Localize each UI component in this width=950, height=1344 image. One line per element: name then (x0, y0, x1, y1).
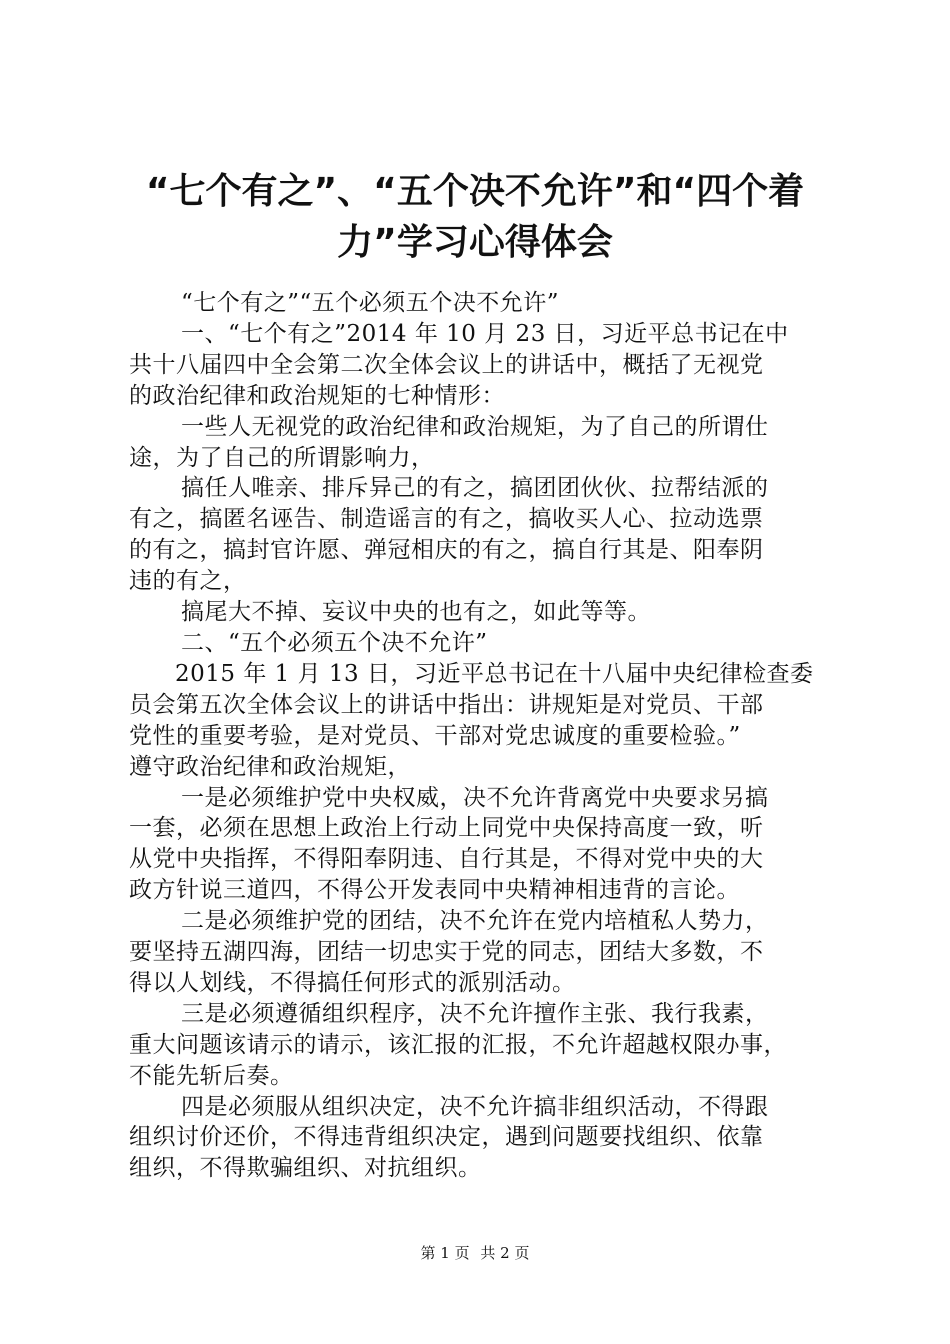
body-line: 共十八届四中全会第二次全体会议上的讲话中，概括了无视党 (129, 351, 764, 378)
body-line: 组织，不得欺骗组织、对抗组织。 (129, 1155, 482, 1182)
body-line: 二是必须维护党的团结，决不允许在党内培植私人势力， (181, 908, 769, 935)
body-line: 有之，搞匿名诬告、制造谣言的有之，搞收买人心、拉动选票 (129, 506, 764, 533)
body-line: 一套，必须在思想上政治上行动上同党中央保持高度一致，听 (129, 815, 764, 842)
body-line: 违的有之， (129, 568, 247, 595)
body-line: 的政治纪律和政治规矩的七种情形： (129, 382, 505, 409)
body-line: 的有之，搞封官许愿、弹冠相庆的有之，搞自行其是、阳奉阴 (129, 537, 764, 564)
page-number: 第 1 页 (420, 1244, 470, 1262)
body-line: 四是必须服从组织决定，决不允许搞非组织活动，不得跟 (181, 1093, 769, 1120)
body-line: 从党中央指挥，不得阳奉阴违、自行其是，不得对党中央的大 (129, 846, 764, 873)
body-line: 遵守政治纪律和政治规矩， (129, 753, 411, 780)
body-line: 政方针说三道四，不得公开发表同中央精神相违背的言论。 (129, 877, 740, 904)
body-line: 要坚持五湖四海，团结一切忠实于党的同志，团结大多数，不 (129, 939, 764, 966)
document-title-line-2: 力”学习心得体会 (337, 222, 613, 263)
body-line: 员会第五次全体会议上的讲话中指出：讲规矩是对党员、干部 (129, 691, 764, 718)
body-line: 搞任人唯亲、排斥异己的有之，搞团团伙伙、拉帮结派的 (181, 475, 769, 502)
body-line: 不能先斩后奏。 (129, 1062, 294, 1089)
body-line: “七个有之”“五个必须五个决不允许” (181, 290, 560, 316)
body-line: 重大问题该请示的请示，该汇报的汇报，不允许超越权限办事， (129, 1031, 787, 1058)
body-line: 得以人划线，不得搞任何形式的派别活动。 (129, 969, 576, 996)
body-line: 途，为了自己的所谓影响力， (129, 444, 435, 471)
body-line: 一是必须维护党中央权威，决不允许背离党中央要求另搞 (181, 784, 769, 811)
body-line: 2015 年 1 月 13 日，习近平总书记在十八届中央纪律检查委 (175, 660, 814, 687)
page-count: 共 2 页 (480, 1244, 530, 1262)
body-line: 一、“七个有之”2014 年 10 月 23 日，习近平总书记在中 (181, 320, 789, 347)
document-title-line-1: “七个有之”、“五个决不允许”和“四个着 (145, 171, 805, 212)
body-line: 党性的重要考验，是对党员、干部对党忠诚度的重要检验。” (129, 722, 741, 749)
body-line: 一些人无视党的政治纪律和政治规矩，为了自己的所谓仕 (181, 413, 769, 440)
body-line: 搞尾大不掉、妄议中央的也有之，如此等等。 (181, 599, 651, 626)
page-footer (0, 1243, 950, 1263)
document-body (129, 288, 829, 1184)
body-line: 二、“五个必须五个决不允许” (181, 629, 488, 656)
body-line: 三是必须遵循组织程序，决不允许擅作主张、我行我素， (181, 1000, 769, 1027)
body-line: 组织讨价还价，不得违背组织决定，遇到问题要找组织、依靠 (129, 1124, 764, 1151)
